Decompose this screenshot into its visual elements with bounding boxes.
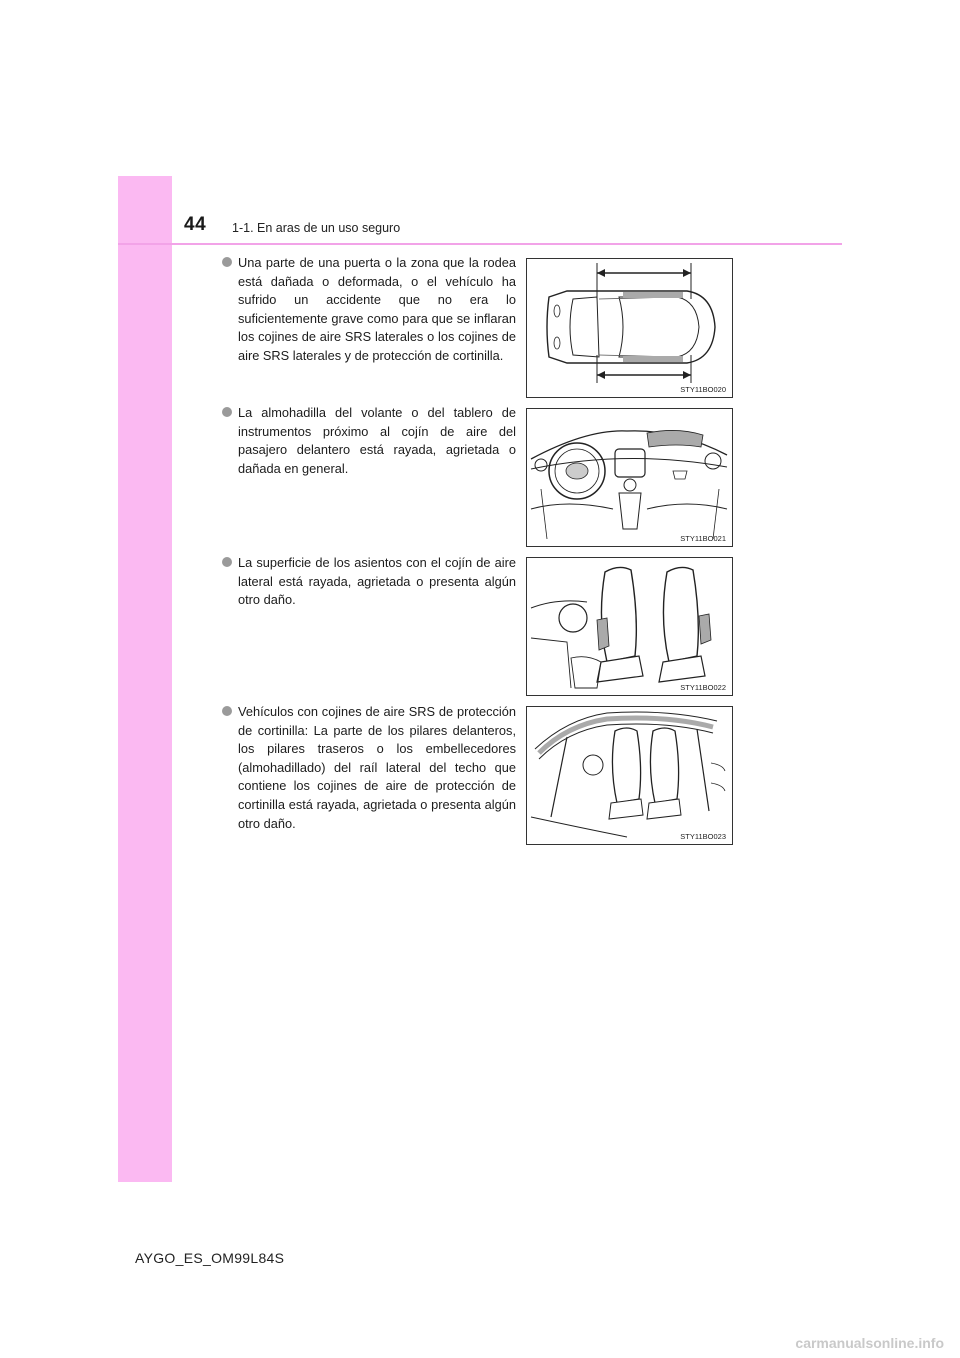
figure-curtain-airbag [526,706,733,845]
list-item [222,554,516,610]
figure-code: STY11BO020 [680,385,726,394]
figure-car-top-view [526,258,733,398]
list-item [222,404,516,478]
figure-seats [526,557,733,696]
item-text: La superficie de los asientos con el cojín de aire lateral está rayada, agrietada o presenta algún otro daño. [238,555,516,608]
list-item [222,703,516,833]
figure-code: STY11BO021 [680,534,726,543]
dashboard-illustration [527,409,732,546]
curtain-airbag-illustration [527,707,732,844]
seats-illustration [527,558,732,695]
figure-dashboard [526,408,733,547]
figure-code: STY11BO022 [680,683,726,692]
item-text: Vehículos con cojines de aire SRS de protección de cortinilla: La parte de los pilares delanteros, los pilares traseros o los embellecedores (almohadillado) del raíl lateral del techo que contiene los cojines de aire de protección de cortinilla está rayada, agrietada o presenta algún otro daño. [238,704,516,831]
item-text: La almohadilla del volante o del tablero de instrumentos próximo al cojín de aire del pasajero delantero está rayada, agrietada o dañada en general. [238,405,516,476]
item-text: Una parte de una puerta o la zona que la rodea está dañada o deformada, o el vehículo ha sufrido un accidente que no era lo suficientemente grave como para que se inflaran los cojines de aire SRS laterales o los cojines de aire SRS laterales y de protección de cortinilla. [238,255,516,363]
figure-code: STY11BO023 [680,832,726,841]
bullet-icon [222,557,232,567]
side-band [118,176,172,1182]
section-title: 1-1. En aras de un uso seguro [232,221,401,235]
list-item [222,254,516,366]
document-code: AYGO_ES_OM99L84S [135,1250,285,1266]
page-number: 44 [184,214,207,235]
header-rule [118,243,842,245]
bullet-icon [222,407,232,417]
bullet-icon [222,257,232,267]
car-top-view-illustration [527,259,732,397]
bullet-icon [222,706,232,716]
watermark: carmanualsonline.info [795,1335,944,1351]
